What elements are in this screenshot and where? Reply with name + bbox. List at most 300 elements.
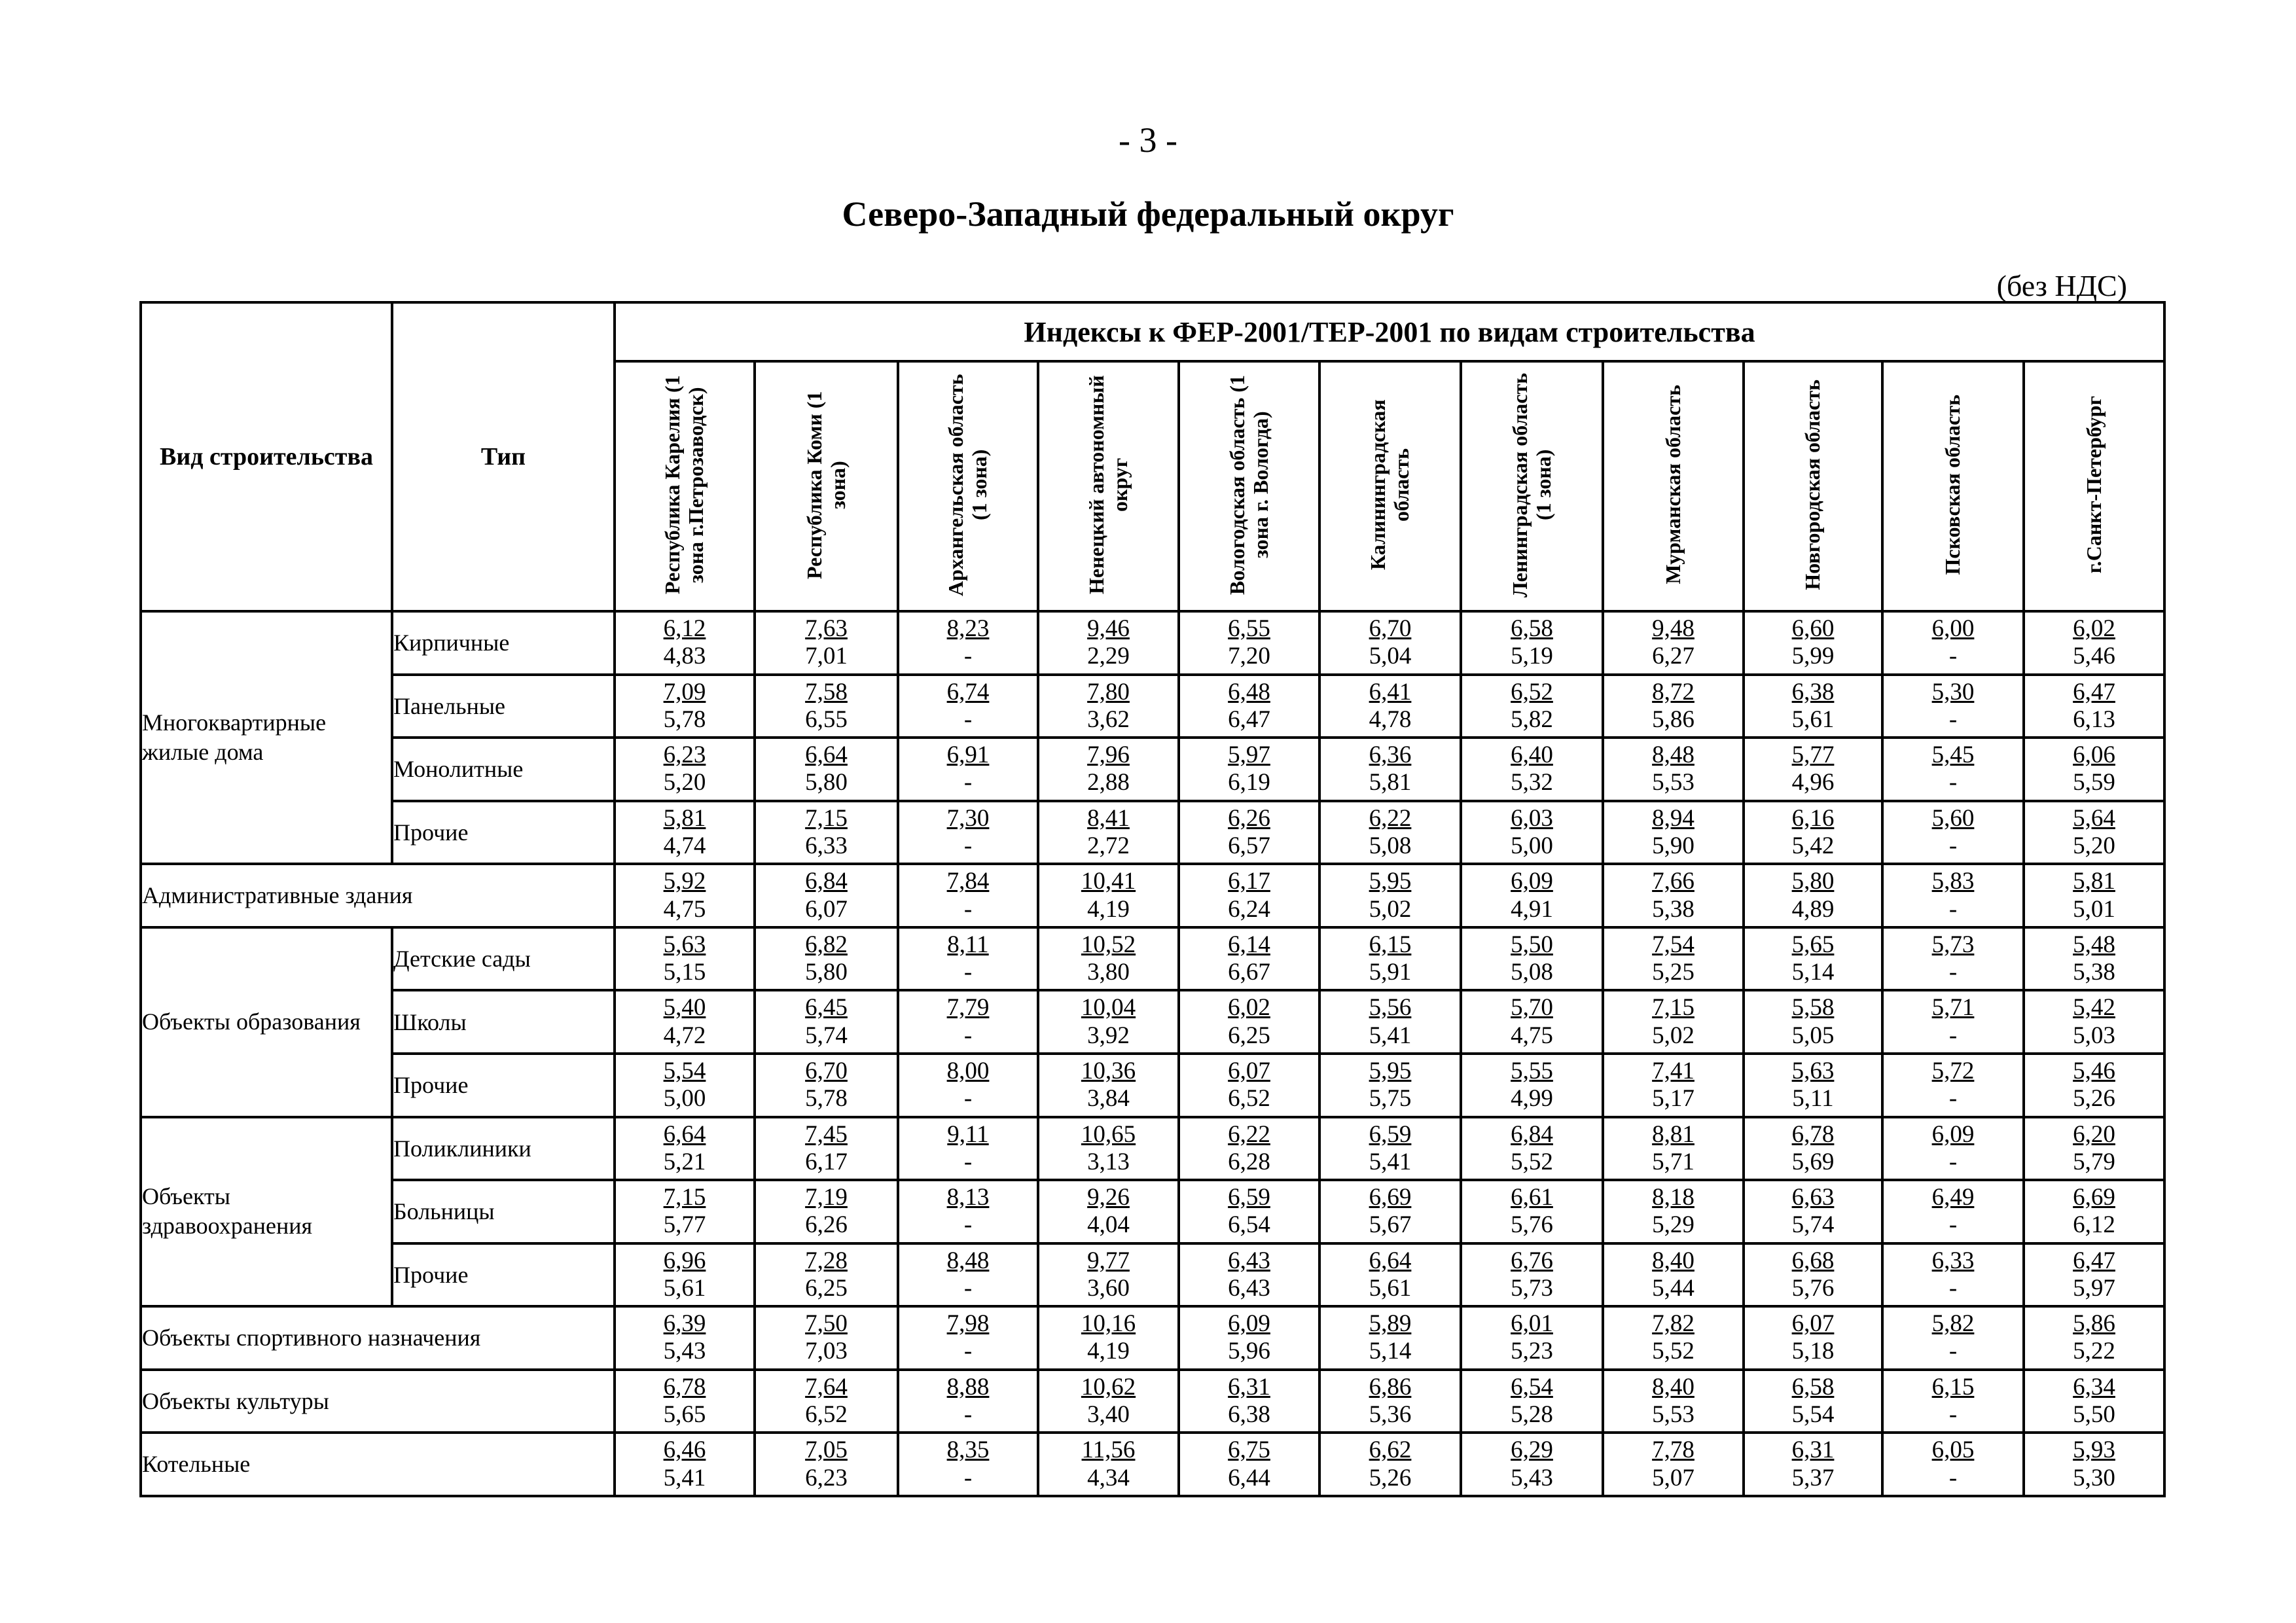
table-row <box>141 611 2164 675</box>
index-value-top: 5,48 <box>2073 931 2115 958</box>
index-value-top: 7,28 <box>805 1247 848 1274</box>
index-value-top: 5,54 <box>663 1058 706 1085</box>
index-value-top: 6,17 <box>1228 868 1270 895</box>
index-value-bottom: 5,05 <box>1791 1022 1835 1049</box>
header-region <box>1603 361 1744 611</box>
index-value-top: 6,55 <box>1228 615 1270 643</box>
index-cell <box>615 1180 755 1243</box>
index-cell <box>1179 1306 1319 1370</box>
index-cell <box>1461 990 1603 1054</box>
index-cell <box>898 1370 1038 1433</box>
index-value-bottom: 7,01 <box>805 643 848 670</box>
construction-type: Детские сады <box>392 927 615 991</box>
index-value-top: 6,22 <box>1369 804 1412 832</box>
index-value-top: 6,34 <box>2073 1373 2115 1400</box>
index-cell <box>1882 1433 2024 1496</box>
index-cell <box>755 927 898 991</box>
index-value-bottom: 4,83 <box>663 643 706 670</box>
index-value-top: 9,26 <box>1087 1184 1130 1211</box>
header-vid: Вид строительства <box>141 302 392 611</box>
index-value-top: 6,74 <box>946 678 990 705</box>
index-value-bottom: 5,00 <box>1511 832 1553 859</box>
header-region-label: Калининградская область <box>1366 399 1413 570</box>
index-cell <box>1603 1117 1744 1181</box>
index-cell <box>1319 864 1461 927</box>
index-cell <box>2024 1117 2164 1181</box>
index-value-top: 5,92 <box>663 868 706 895</box>
index-cell <box>1319 738 1461 801</box>
index-value-bottom: 7,03 <box>805 1338 848 1365</box>
index-cell <box>1461 1054 1603 1117</box>
index-cell <box>2024 1054 2164 1117</box>
index-cell <box>615 801 755 865</box>
index-value-top: 5,46 <box>2073 1058 2115 1085</box>
index-value-top: 8,13 <box>946 1184 990 1211</box>
index-value-top: 5,58 <box>1791 994 1835 1022</box>
index-value-bottom: 5,41 <box>1369 1022 1412 1049</box>
index-cell <box>1603 1054 1744 1117</box>
index-cell <box>2024 675 2164 738</box>
index-cell <box>755 1306 898 1370</box>
index-cell <box>1882 611 2024 675</box>
index-cell <box>615 990 755 1054</box>
index-value-bottom: 5,53 <box>1652 1401 1695 1429</box>
index-value-bottom: 5,61 <box>663 1274 706 1302</box>
construction-type: Школы <box>392 990 615 1054</box>
index-cell <box>1882 1306 2024 1370</box>
index-cell <box>1603 1306 1744 1370</box>
index-value-bottom: 5,46 <box>2073 643 2115 670</box>
index-cell <box>755 864 898 927</box>
construction-kind: Объекты спортивного назначения <box>141 1306 615 1370</box>
index-value-bottom: 6,07 <box>805 895 848 923</box>
index-value-bottom: 5,38 <box>1652 895 1695 923</box>
index-cell <box>2024 1306 2164 1370</box>
index-value-bottom: 6,27 <box>1652 643 1695 670</box>
index-value-top: 6,59 <box>1228 1184 1270 1211</box>
index-cell <box>1038 1117 1179 1181</box>
index-value-top: 10,62 <box>1081 1373 1136 1400</box>
header-region <box>1882 361 2024 611</box>
index-value-bottom: 4,75 <box>663 895 706 923</box>
index-value-top: 9,11 <box>947 1120 989 1148</box>
index-value-bottom: 5,76 <box>1791 1274 1835 1302</box>
index-cell <box>1744 927 1882 991</box>
index-value-top: 7,15 <box>805 804 848 832</box>
index-value-top: 8,40 <box>1652 1373 1695 1400</box>
index-value-bottom: 5,80 <box>805 959 848 986</box>
index-cell <box>1744 1243 1882 1307</box>
index-value-bottom: 3,60 <box>1087 1274 1130 1302</box>
page-number: - 3 - <box>1119 120 1177 160</box>
index-cell <box>1882 927 2024 991</box>
construction-type: Больницы <box>392 1180 615 1243</box>
index-value-bottom: 4,91 <box>1511 895 1553 923</box>
table-row <box>141 1180 2164 1243</box>
index-value-bottom: 2,72 <box>1087 832 1130 859</box>
header-region-label: Ненецкий автономный округ <box>1084 375 1132 594</box>
index-value-top: 5,81 <box>2073 868 2115 895</box>
index-value-bottom: - <box>963 832 973 859</box>
index-value-bottom: 6,38 <box>1228 1401 1270 1429</box>
index-cell <box>2024 1180 2164 1243</box>
index-value-top: 6,02 <box>1228 994 1270 1022</box>
index-value-top: 5,80 <box>1791 868 1835 895</box>
index-value-top: 6,47 <box>2073 678 2115 705</box>
index-cell <box>898 611 1038 675</box>
index-cell <box>1603 990 1744 1054</box>
index-cell <box>1882 1117 2024 1181</box>
index-cell <box>1179 675 1319 738</box>
index-cell <box>1319 801 1461 865</box>
index-cell <box>1882 864 2024 927</box>
index-value-bottom: 5,61 <box>1791 705 1835 733</box>
index-cell <box>1461 1306 1603 1370</box>
index-cell <box>615 611 755 675</box>
index-value-bottom: 5,04 <box>1369 643 1412 670</box>
index-cell <box>1744 990 1882 1054</box>
index-cell <box>1744 1117 1882 1181</box>
index-cell <box>1319 1370 1461 1433</box>
index-cell <box>1461 675 1603 738</box>
index-value-bottom: 5,91 <box>1369 959 1412 986</box>
index-value-top: 5,72 <box>1931 1058 1975 1085</box>
index-value-top: 6,84 <box>1511 1120 1553 1148</box>
index-cell <box>1179 990 1319 1054</box>
index-cell <box>1882 738 2024 801</box>
index-cell <box>755 611 898 675</box>
index-value-bottom: 4,99 <box>1511 1085 1553 1113</box>
index-value-bottom: - <box>963 895 973 923</box>
index-value-bottom: 5,26 <box>1369 1464 1412 1491</box>
index-cell <box>1319 990 1461 1054</box>
table-row <box>141 1117 2164 1181</box>
index-value-bottom: 5,41 <box>663 1464 706 1491</box>
index-value-top: 11,56 <box>1081 1436 1136 1464</box>
index-value-top: 7,45 <box>805 1120 848 1148</box>
index-value-top: 9,77 <box>1087 1247 1130 1274</box>
index-value-bottom: 6,55 <box>805 705 848 733</box>
index-cell <box>1319 927 1461 991</box>
index-value-bottom: 6,17 <box>805 1148 848 1175</box>
index-value-bottom: - <box>1948 1401 1958 1429</box>
index-value-top: 10,04 <box>1081 994 1136 1022</box>
index-cell <box>898 1180 1038 1243</box>
index-value-top: 6,09 <box>1511 868 1553 895</box>
index-cell <box>1744 1433 1882 1496</box>
index-value-top: 6,38 <box>1791 678 1835 705</box>
index-cell <box>898 1306 1038 1370</box>
index-value-top: 7,82 <box>1652 1310 1695 1338</box>
index-value-bottom: 6,19 <box>1228 769 1270 796</box>
index-value-top: 6,58 <box>1511 615 1553 643</box>
index-value-bottom: 6,52 <box>1228 1085 1270 1113</box>
index-cell <box>1603 801 1744 865</box>
index-value-top: 6,60 <box>1791 615 1835 643</box>
index-table <box>139 301 2166 1497</box>
header-region-label: Новгородская область <box>1801 379 1825 590</box>
construction-kind: Административные здания <box>141 864 615 927</box>
table-row <box>141 675 2164 738</box>
header-region-label: Ленинградская область (1 зона) <box>1507 372 1555 597</box>
construction-kind: Объекты культуры <box>141 1370 615 1433</box>
index-value-bottom: 5,08 <box>1511 959 1553 986</box>
index-value-top: 6,96 <box>663 1247 706 1274</box>
index-value-top: 6,63 <box>1791 1184 1835 1211</box>
index-value-top: 6,02 <box>2073 615 2115 643</box>
index-cell <box>1744 675 1882 738</box>
index-cell <box>1179 1243 1319 1307</box>
index-value-bottom: 5,29 <box>1652 1211 1695 1239</box>
index-value-bottom: - <box>963 769 973 796</box>
index-value-top: 6,75 <box>1228 1436 1270 1464</box>
index-value-top: 6,61 <box>1511 1184 1553 1211</box>
index-value-bottom: 5,17 <box>1652 1085 1695 1113</box>
index-value-top: 6,09 <box>1228 1310 1270 1338</box>
index-value-top: 8,40 <box>1652 1247 1695 1274</box>
index-value-bottom: 5,65 <box>663 1401 706 1429</box>
index-value-bottom: - <box>963 1211 973 1239</box>
index-value-top: 6,82 <box>805 931 848 958</box>
index-value-bottom: 6,54 <box>1228 1211 1270 1239</box>
index-cell <box>2024 1433 2164 1496</box>
index-value-bottom: - <box>963 1148 973 1175</box>
index-cell <box>898 864 1038 927</box>
index-value-bottom: 5,18 <box>1791 1338 1835 1365</box>
index-cell <box>1461 1180 1603 1243</box>
index-value-bottom: 6,43 <box>1228 1274 1270 1302</box>
index-value-top: 7,66 <box>1652 868 1695 895</box>
index-cell <box>898 801 1038 865</box>
header-tip: Тип <box>392 302 615 611</box>
index-cell <box>1038 738 1179 801</box>
index-value-bottom: - <box>1948 895 1958 923</box>
index-value-bottom: 5,03 <box>2073 1022 2115 1049</box>
construction-kind: Объекты образования <box>141 927 392 1117</box>
index-value-bottom: - <box>963 705 973 733</box>
index-value-top: 6,15 <box>1931 1373 1975 1400</box>
index-value-bottom: - <box>1948 769 1958 796</box>
index-value-bottom: 5,42 <box>1791 832 1835 859</box>
index-cell <box>615 1370 755 1433</box>
index-value-top: 5,63 <box>663 931 706 958</box>
index-value-bottom: 6,47 <box>1228 705 1270 733</box>
index-value-bottom: - <box>963 1085 973 1113</box>
index-value-top: 6,23 <box>663 741 706 769</box>
index-value-top: 8,23 <box>946 615 990 643</box>
index-cell <box>898 1243 1038 1307</box>
index-value-bottom: - <box>1948 1211 1958 1239</box>
index-value-top: 6,31 <box>1228 1373 1270 1400</box>
index-value-bottom: 3,13 <box>1087 1148 1130 1175</box>
index-value-top: 10,16 <box>1081 1310 1136 1338</box>
index-value-top: 5,95 <box>1369 1058 1412 1085</box>
index-value-top: 6,41 <box>1369 678 1412 705</box>
index-value-bottom: 5,53 <box>1652 769 1695 796</box>
vat-note: (без НДС) <box>1996 269 2127 302</box>
index-value-top: 10,36 <box>1081 1058 1136 1085</box>
index-value-top: 9,46 <box>1087 615 1130 643</box>
index-value-top: 5,60 <box>1931 804 1975 832</box>
index-cell <box>1319 1306 1461 1370</box>
index-value-top: 7,41 <box>1652 1058 1695 1085</box>
index-value-bottom: 5,38 <box>2073 959 2115 986</box>
index-value-bottom: 5,74 <box>805 1022 848 1049</box>
index-cell <box>1319 1117 1461 1181</box>
index-value-top: 6,84 <box>805 868 848 895</box>
index-value-bottom: 5,15 <box>663 959 706 986</box>
index-value-bottom: 5,07 <box>1652 1464 1695 1491</box>
index-value-bottom: 5,97 <box>2073 1274 2115 1302</box>
index-value-bottom: 4,19 <box>1087 895 1130 923</box>
index-cell <box>615 738 755 801</box>
index-value-bottom: 6,13 <box>2073 705 2115 733</box>
index-value-bottom: 2,29 <box>1087 643 1130 670</box>
index-value-bottom: 2,88 <box>1087 769 1130 796</box>
index-value-bottom: 5,67 <box>1369 1211 1412 1239</box>
index-value-bottom: 4,96 <box>1791 769 1835 796</box>
index-value-top: 6,45 <box>805 994 848 1022</box>
index-cell <box>1038 1243 1179 1307</box>
index-value-bottom: 5,77 <box>663 1211 706 1239</box>
index-value-bottom: 5,54 <box>1791 1401 1835 1429</box>
header-group: Индексы к ФЕР-2001/ТЕР-2001 по видам строительства <box>615 302 2164 361</box>
index-value-top: 5,64 <box>2073 804 2115 832</box>
header-region-label: Архангельская область (1 зона) <box>944 373 991 596</box>
index-cell <box>1882 1243 2024 1307</box>
index-value-top: 6,00 <box>1931 615 1975 643</box>
index-value-bottom: 5,96 <box>1228 1338 1270 1365</box>
index-cell <box>1319 1243 1461 1307</box>
table-row <box>141 1054 2164 1117</box>
header-region <box>1319 361 1461 611</box>
index-cell <box>755 1243 898 1307</box>
index-value-bottom: - <box>963 959 973 986</box>
index-value-top: 5,56 <box>1369 994 1412 1022</box>
index-cell <box>615 927 755 991</box>
index-value-top: 6,43 <box>1228 1247 1270 1274</box>
construction-type: Прочие <box>392 1054 615 1117</box>
index-value-top: 5,65 <box>1791 931 1835 958</box>
index-cell <box>2024 1243 2164 1307</box>
table-row <box>141 738 2164 801</box>
index-value-top: 8,00 <box>946 1058 990 1085</box>
index-value-top: 8,18 <box>1652 1184 1695 1211</box>
index-value-top: 6,05 <box>1931 1436 1975 1464</box>
index-value-top: 6,91 <box>946 741 990 769</box>
index-cell <box>755 1180 898 1243</box>
index-cell <box>1461 611 1603 675</box>
index-cell <box>1744 1306 1882 1370</box>
index-cell <box>1038 927 1179 991</box>
index-value-bottom: 4,72 <box>663 1022 706 1049</box>
index-value-top: 5,86 <box>2073 1310 2115 1338</box>
index-value-top: 6,52 <box>1511 678 1553 705</box>
header-region <box>898 361 1038 611</box>
index-value-top: 6,26 <box>1228 804 1270 832</box>
index-cell <box>2024 801 2164 865</box>
table-row <box>141 990 2164 1054</box>
index-value-bottom: 5,82 <box>1511 705 1553 733</box>
index-cell <box>1603 1243 1744 1307</box>
index-value-bottom: 5,11 <box>1792 1085 1834 1113</box>
index-cell <box>2024 738 2164 801</box>
index-cell <box>755 1054 898 1117</box>
header-region-label: г.Санкт-Петербург <box>2081 395 2106 574</box>
index-value-top: 6,15 <box>1369 931 1412 958</box>
index-cell <box>2024 927 2164 991</box>
index-value-bottom: 3,92 <box>1087 1022 1130 1049</box>
index-cell <box>1461 927 1603 991</box>
index-value-top: 8,41 <box>1087 804 1130 832</box>
index-cell <box>1882 1054 2024 1117</box>
index-cell <box>1603 675 1744 738</box>
index-cell <box>1744 738 1882 801</box>
index-cell <box>1882 801 2024 865</box>
index-cell <box>1461 1433 1603 1496</box>
index-value-top: 6,20 <box>2073 1120 2115 1148</box>
index-value-bottom: 5,59 <box>2073 769 2115 796</box>
index-cell <box>1461 1243 1603 1307</box>
index-cell <box>1882 1180 2024 1243</box>
index-value-bottom: - <box>1948 959 1958 986</box>
index-cell <box>1603 1433 1744 1496</box>
index-value-top: 6,59 <box>1369 1120 1412 1148</box>
index-value-bottom: 5,78 <box>663 705 706 733</box>
index-cell <box>1038 1306 1179 1370</box>
index-value-bottom: 6,52 <box>805 1401 848 1429</box>
index-value-bottom: 4,78 <box>1369 705 1412 733</box>
index-cell <box>755 675 898 738</box>
index-cell <box>1603 611 1744 675</box>
index-value-bottom: - <box>963 1464 973 1491</box>
index-value-top: 5,93 <box>2073 1436 2115 1464</box>
index-value-top: 6,01 <box>1511 1310 1553 1338</box>
index-value-bottom: 5,01 <box>2073 895 2115 923</box>
construction-type: Поликлиники <box>392 1117 615 1181</box>
index-cell <box>2024 864 2164 927</box>
header-region <box>1744 361 1882 611</box>
index-value-top: 6,22 <box>1228 1120 1270 1148</box>
index-value-bottom: - <box>1948 832 1958 859</box>
index-value-top: 5,73 <box>1931 931 1975 958</box>
index-value-top: 6,69 <box>1369 1184 1412 1211</box>
table-row <box>141 927 2164 991</box>
table-row <box>141 1306 2164 1370</box>
index-cell <box>898 1054 1038 1117</box>
index-value-top: 6,31 <box>1791 1436 1835 1464</box>
index-value-top: 6,39 <box>663 1310 706 1338</box>
index-value-bottom: 6,33 <box>805 832 848 859</box>
construction-type: Прочие <box>392 1243 615 1307</box>
index-value-top: 8,88 <box>946 1373 990 1400</box>
index-value-bottom: 6,12 <box>2073 1211 2115 1239</box>
index-value-top: 6,07 <box>1791 1310 1835 1338</box>
index-value-bottom: 7,20 <box>1228 643 1270 670</box>
index-cell <box>615 1243 755 1307</box>
index-value-top: 6,36 <box>1369 741 1412 769</box>
index-value-top: 6,64 <box>663 1120 706 1148</box>
index-value-bottom: 5,75 <box>1369 1085 1412 1113</box>
index-cell <box>1179 801 1319 865</box>
index-value-top: 6,47 <box>2073 1247 2115 1274</box>
index-value-bottom: - <box>963 1338 973 1365</box>
index-cell <box>898 738 1038 801</box>
index-value-top: 7,05 <box>805 1436 848 1464</box>
index-value-top: 7,50 <box>805 1310 848 1338</box>
index-cell <box>898 990 1038 1054</box>
index-value-bottom: 4,19 <box>1087 1338 1130 1365</box>
